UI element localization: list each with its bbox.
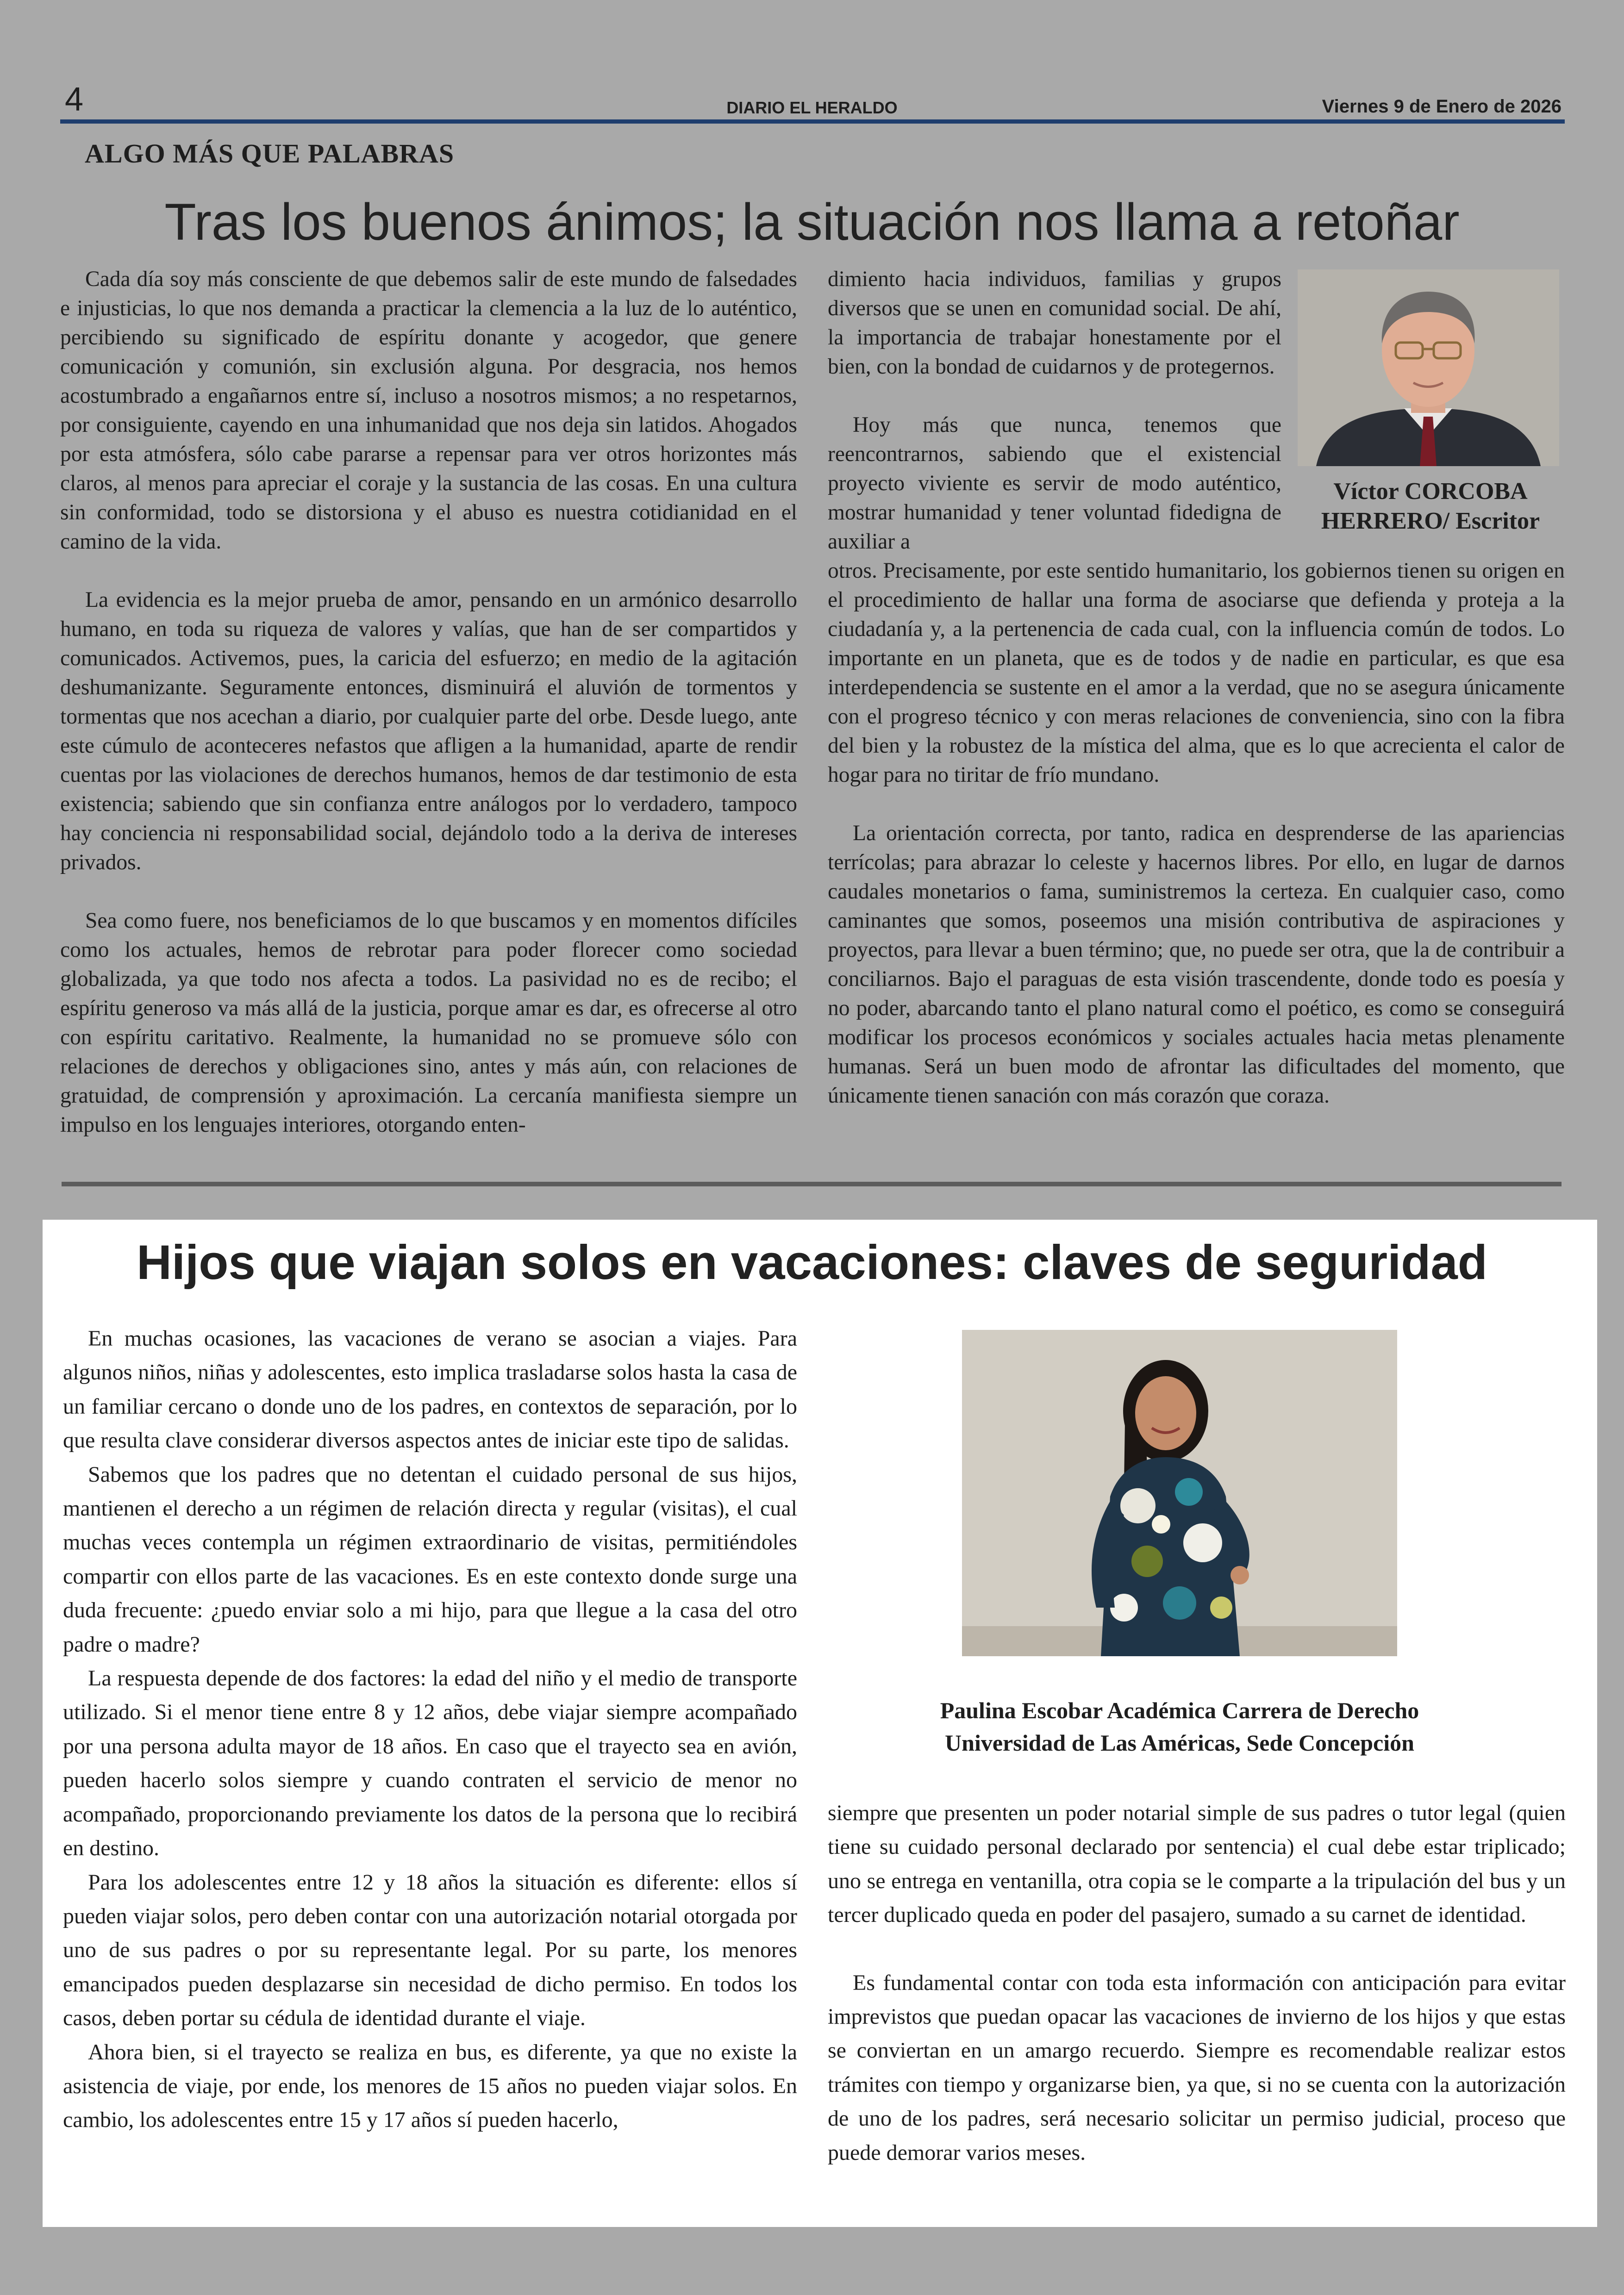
paragraph: siempre que presenten un poder notarial simple de sus padres o tutor legal (quien tiene su cuidado personal declarado por sentencia) el cual debe estar triplicado; uno se entrega en ventanilla, otra copia se le comparte a la tripulación del bus y un tercer duplicado queda en poder del pasajero, sumado a su carnet de identidad.	[828, 1801, 1566, 1927]
author-portrait-illustration	[1298, 269, 1559, 466]
paragraph: En muchas ocasiones, las vacaciones de verano se asocian a viajes. Para algunos niños, niñas y adolescentes, esto implica trasladarse solos hasta la casa de un familiar cercano o donde uno de los padres, en contextos de separación, por lo que resulta clave considerar diversos aspectos antes de iniciar este tipo de salidas.	[63, 1326, 797, 1453]
article2-column-right	[828, 1796, 1566, 2170]
expert-caption-line: Paulina Escobar Académica Carrera de Derecho	[940, 1697, 1419, 1723]
paragraph: Para los adolescentes entre 12 y 18 años la situación es diferente: ellos sí pueden viajar solos, pero deben contar con una autorización notarial otorgada por uno de sus padres o por su representante legal. Por su parte, los menores emancipados pueden desplazarse sin necesidad de dicho permiso. En todos los casos, deben portar su cédula de identidad durante el viaje.	[63, 1870, 797, 2031]
author-photo	[1298, 269, 1559, 466]
expert-caption-line: Universidad de Las Américas, Sede Concepción	[945, 1730, 1414, 1756]
paragraph: Sea como fuere, nos beneficiamos de lo que buscamos y en momentos difíciles como los actuales, hemos de rebrotar para poder florecer como sociedad globalizada, ya que todo nos afecta a todos. La pasividad no es de recibo; el espíritu generoso va más allá de la justicia, porque amar es dar, es ofrecerse al otro con espíritu caritativo. Realmente, la humanidad no se promueve sólo con relaciones de derechos y obligaciones sino, antes y más aún, con relaciones de gratuidad, de comprensión y aproximación. La cercanía manifiesta siempre un impulso en los lenguajes interiores, otorgando enten-	[60, 909, 797, 1137]
expert-portrait-illustration	[962, 1330, 1397, 1656]
issue-date: Viernes 9 de Enero de 2026	[1322, 96, 1562, 117]
paragraph: Ahora bien, si el trayecto se realiza en bus, es diferente, ya que no existe la asistencia de viaje, por ende, los menores de 15 años no pueden viajar solos. En cambio, los adolescentes entre 15 y 17 años sí pueden hacerlo,	[63, 2039, 797, 2133]
paragraph: Hoy más que nunca, tenemos que reencontrarnos, sabiendo que el existencial proyecto viviente es servir de modo auténtico, mostrar humanidad y tener voluntad fidedigna de auxiliar a	[828, 413, 1281, 554]
paragraph: La evidencia es la mejor prueba de amor, pensando en un armónico desarrollo humano, en toda su riqueza de valores y valías, que han de ser compartidos y comunicados. Activemos, pues, la caricia del esfuerzo; en medio de la agitación deshumanizante. Seguramente entonces, disminuirá el aluvión de tormentos y tormentas que nos acechan a diario, por cualquier parte del orbe. Desde luego, ante este cúmulo de aconteceres nefastos que afligen a la humanidad, aparte de rendir cuentas por las violaciones de derechos humanos, hemos de dar testimonio de esta existencia; sabiendo que sin confianza entre análogos por lo verdadero, tampoco hay conciencia ni responsabilidad social, dejándolo todo a la deriva de intereses privados.	[60, 588, 797, 874]
newspaper-name: DIARIO EL HERALDO	[726, 98, 898, 117]
expert-caption	[880, 1694, 1480, 1759]
paragraph: La orientación correcta, por tanto, radica en desprenderse de las apariencias terrícolas; para abrazar lo celeste y hacernos libres. Por ello, en lugar de darnos caudales monetarios o fama, suministremos la certeza. En cualquier caso, como caminantes que somos, poseemos una misión contributiva de aspiraciones y proyectos, para llevar a buen término; que, no puede ser otra, que la de contribuir a conciliarnos. Bajo el paraguas de esta visión trascendente, donde todo es poesía y no poder, abarcando tanto el plano natural como el poético, es como se conseguirá modificar los procesos económicos y sociales actuales hacia metas plenamente humanas. Será un buen modo de afrontar las dificultades del momento, que únicamente tienen sanación con más corazón que coraza.	[828, 821, 1565, 1108]
author-caption-line: HERRERO/ Escritor	[1321, 508, 1540, 534]
paragraph: Es fundamental contar con toda esta información con anticipación para evitar imprevistos que puedan opacar las vacaciones de invierno de los hijos y que estas se conviertan en un amargo recuerdo. Siempre es recomendable realizar estos trámites con tiempo y organizarse bien, ya que, si no se cuenta con la autorización de uno de los padres, será necesario solicitar un permiso judicial, proceso que puede demorar varios meses.	[828, 1970, 1566, 2165]
paragraph: dimiento hacia individuos, familias y grupos diversos que se unen en comunidad social. De ahí, la importancia de trabajar honestamente por el bien, con la bondad de cuidarnos y de protegernos.	[828, 267, 1281, 379]
paragraph: otros. Precisamente, por este sentido humanitario, los gobiernos tienen su origen en el procedimiento de hallar una forma de asociarse que defienda y proteja a la ciudadanía y, a la pertenencia de cada cual, con la influencia común de todos. Lo importante en un planeta, que es de todos y de nadie en particular, es que esa interdependencia se sustente en el amor a la verdad, que no se asegura únicamente con el progreso técnico y con meras relaciones de conveniencia, sino con la fibra del bien y la robustez de la mística del alma, que es lo que acrecienta el calor de hogar para no tiritar de frío mundano.	[828, 559, 1565, 787]
section-divider	[62, 1182, 1562, 1186]
article2-headline: Hijos que viajan solos en vacaciones: claves de seguridad	[137, 1235, 1487, 1290]
author-caption	[1292, 477, 1569, 536]
article1-column-left	[60, 265, 797, 1140]
paragraph: Sabemos que los padres que no detentan el cuidado personal de sus hijos, mantienen el derecho a un régimen de relación directa y regular (visitas), el cual muchas veces contempla un régimen extraordinario de visitas, permitiéndoles compartir con ellos parte de las vacaciones. Es en este contexto donde surge una duda frecuente: ¿puedo enviar solo a mi hijo, para que llegue a la casa del otro padre o madre?	[63, 1462, 797, 1657]
paragraph: Cada día soy más consciente de que debemos salir de este mundo de falsedades e injusticias, lo que nos demanda a practicar la clemencia a la luz de lo auténtico, percibiendo su significado de espíritu donante y acogedor, que genere comunicación y comunión, sin exclusión alguna. Por desgracia, nos hemos acostumbrado a engañarnos entre sí, incluso a nosotros mismos; a no respetarnos, por consiguiente, cayendo en una inhumanidad que nos deja sin latidos. Ahogados por esta atmósfera, sólo cabe pararse a repensar para ver otros horizontes más claros, al menos para apreciar el coraje y la sustancia de las cosas. En una cultura sin conformidad, todo se distorsiona y el abuso es nuestra cotidianidad en el camino de la vida.	[60, 267, 797, 554]
section-label: ALGO MÁS QUE PALABRAS	[85, 138, 455, 168]
paragraph: La respuesta depende de dos factores: la edad del niño y el medio de transporte utilizado. Si el menor tiene entre 8 y 12 años, debe viajar siempre acompañado por una persona adulta mayor de 18 años. En caso que el trayecto sea en avión, pueden hacerlo solos siempre y cuando contraten el servicio de menor no acompañado, proporcionando previamente los datos de la persona que lo recibirá en destino.	[63, 1666, 797, 1861]
author-caption-line: Víctor CORCOBA	[1333, 478, 1528, 505]
article1-column-right-bottom	[828, 556, 1565, 1110]
expert-photo	[962, 1330, 1397, 1656]
article1-headline: Tras los buenos ánimos; la situación nos llama a retoñar	[164, 193, 1460, 251]
article2-column-left	[63, 1322, 797, 2137]
header-rule	[60, 119, 1565, 124]
page-number: 4	[65, 81, 84, 118]
article1-column-right-top	[828, 265, 1281, 556]
